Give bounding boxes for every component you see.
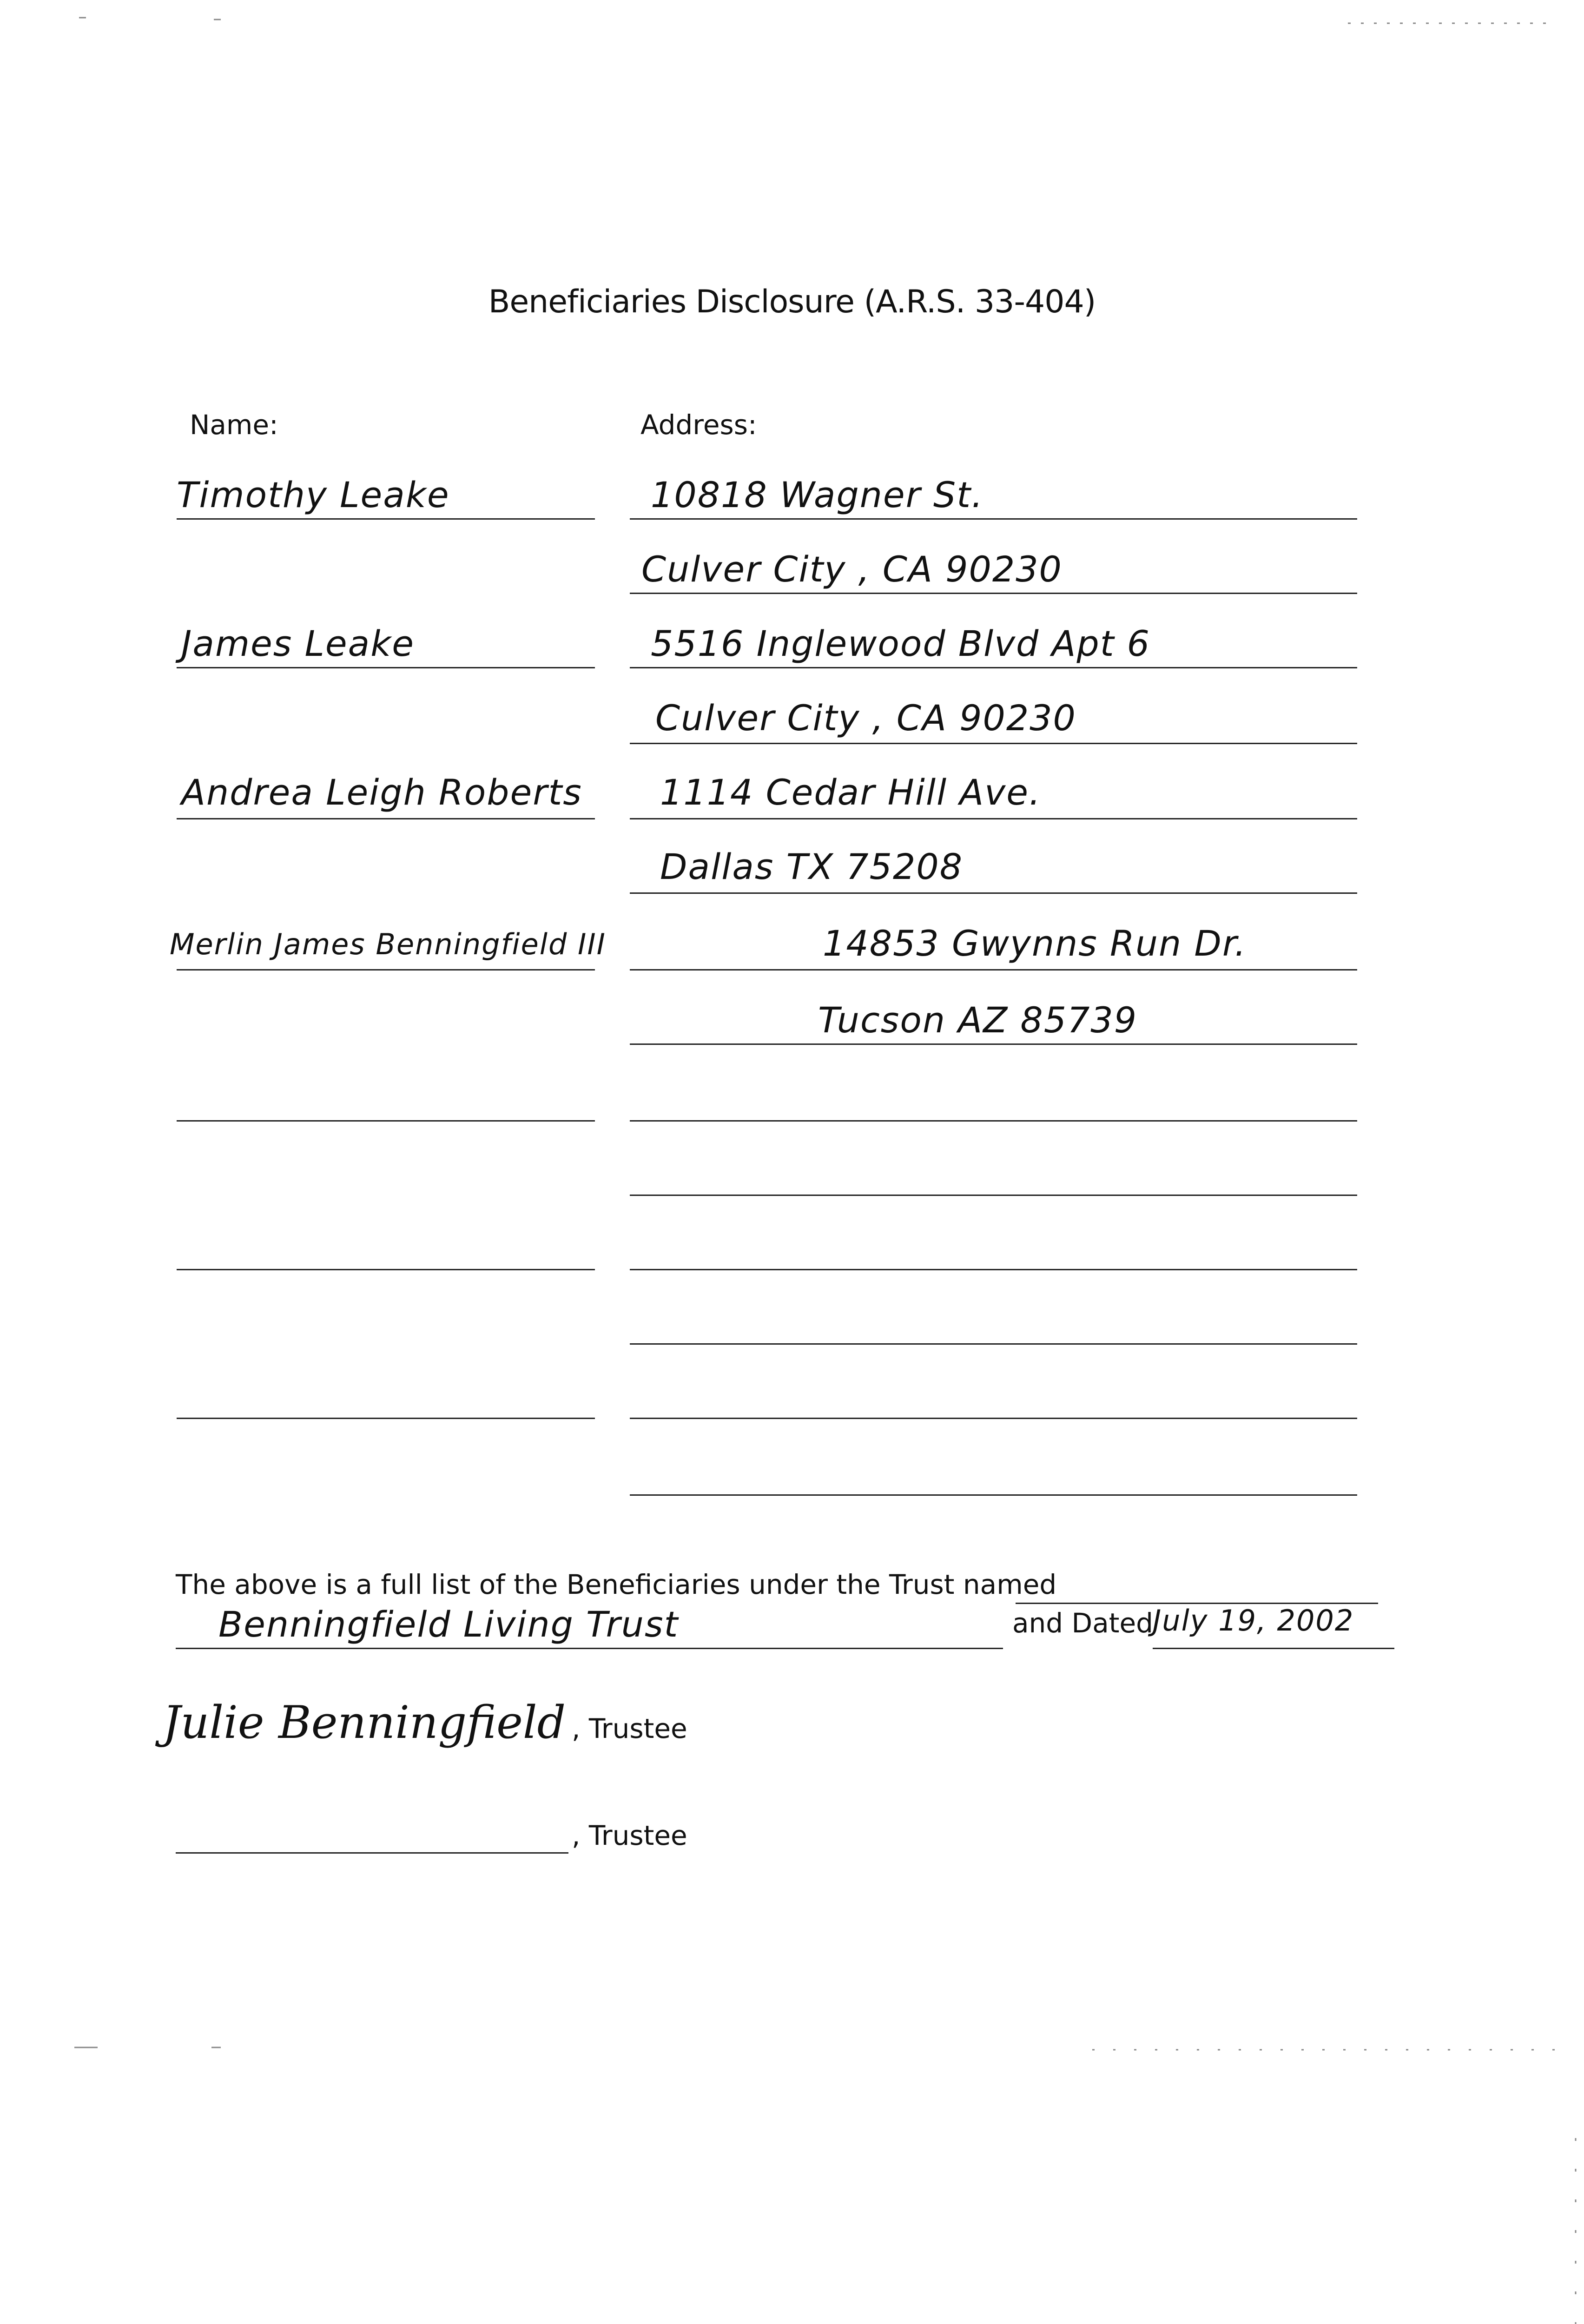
beneficiary-name: James Leake — [181, 623, 415, 664]
trustee-label: , Trustee — [572, 1713, 687, 1744]
beneficiary-name: Timothy Leake — [177, 474, 450, 515]
name-column-label: Name: — [190, 409, 278, 441]
beneficiary-name: Merlin James Benningfield III — [170, 927, 606, 961]
beneficiary-address-line2: Dallas TX 75208 — [660, 846, 964, 887]
beneficiary-address-line2: Tucson AZ 85739 — [818, 999, 1138, 1041]
beneficiary-address-line1: 10818 Wagner St. — [651, 474, 984, 515]
statement-text: The above is a full list of the Beneficiaries under the Trust named — [176, 1569, 1057, 1600]
trustee-signature: Julie Benningfield — [163, 1697, 566, 1749]
trust-name: Benningfield Living Trust — [218, 1604, 679, 1645]
beneficiary-address-line1: 14853 Gwynns Run Dr. — [823, 923, 1247, 964]
beneficiary-address-line1: 1114 Cedar Hill Ave. — [660, 772, 1042, 813]
beneficiary-name: Andrea Leigh Roberts — [181, 772, 582, 813]
beneficiary-address-line2: Culver City , CA 90230 — [655, 697, 1076, 739]
dated-label: and Dated — [1012, 1607, 1153, 1639]
beneficiary-address-line2: Culver City , CA 90230 — [641, 548, 1063, 590]
document-title: Beneficiaries Disclosure (A.R.S. 33-404) — [488, 284, 1096, 320]
address-column-label: Address: — [640, 409, 757, 441]
trustee-label: , Trustee — [572, 1820, 687, 1851]
beneficiary-address-line1: 5516 Inglewood Blvd Apt 6 — [651, 623, 1150, 664]
trust-date: July 19, 2002 — [1153, 1604, 1354, 1637]
